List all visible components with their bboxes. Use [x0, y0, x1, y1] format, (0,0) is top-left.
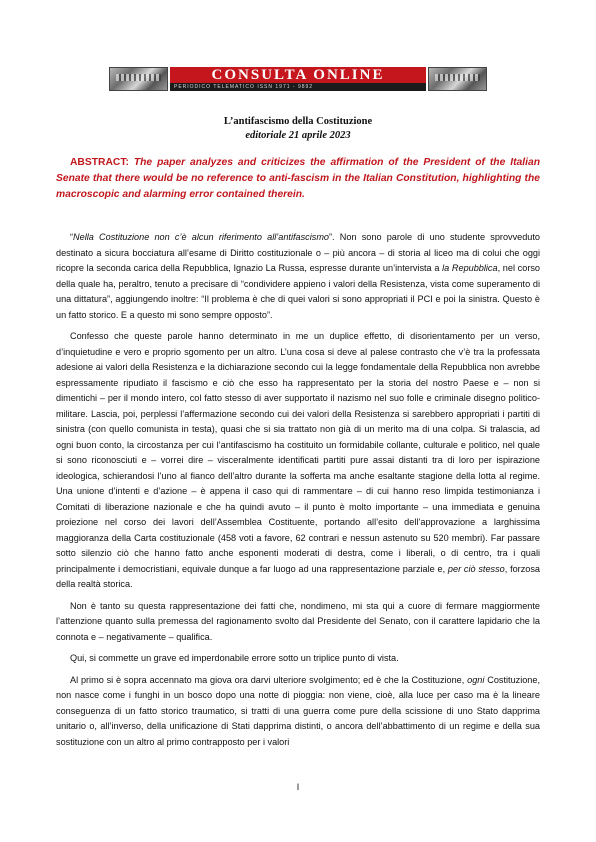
masthead-right-image: [428, 67, 487, 91]
masthead-title: CONSULTA ONLINE: [170, 67, 426, 83]
quote-italic: Nella Costituzione non c’è alcun riferimento all’antifascismo: [73, 232, 329, 242]
masthead-left-image: [109, 67, 168, 91]
abstract: [56, 155, 540, 203]
text-run: Costituzione, non nasce come i funghi in un bosco dopo una notte di pioggia: non viene, cioè, alla luce per caso ma è la lineare conseguenza di un fatto storico traumatico, si tratti di una guerra come pure della scissione di uno Stato dapprima unitario o, all’inverso, della unificazione di Stati dapprima distinti, o ancora dell’abbattimento di un regime e della sua sostituzione con un altro al primo contrapposto per i valori: [56, 674, 540, 747]
text-run: , forzosa della realtà storica.: [56, 563, 540, 589]
text-run: ”. Non sono parole di uno studente sprovveduto destinato a sicura bocciatura all’esame di Diritto costituzionale o – più ancora – di storia al liceo ma di colui che oggi ricopre la seconda carica della Repubblica, Ignazio La Russa, espresse durante un’intervista a: [56, 232, 540, 273]
text-run: Confesso che queste parole hanno determinato in me un duplice effetto, di disorientamento per un verso, d’inquietudine e vero e proprio sgomento per un altro. L’una cosa si deve al palese contrasto che v’è tra la professata adesione ai valori della Resistenza e la dichiarazione secondo cui la legge fondamentale della Repubblica non avrebbe espressamente ripudiato il fascismo e ciò che esso ha rappresentato per la storia del nostro Paese e – non si dimentichi – per il mondo intero, col fatto stesso di aver supportato il nazismo nel suo folle e criminale disegno politico-militare. Lascia, poi, perplessi l’affermazione secondo cui dei valori della Resistenza si sarebbero appropriati i partiti di sinistra (con quello comunista in testa), quasi che si sia trattato non già di un merito ma di una colpa. Si tralascia, ad ogni buon conto, la circostanza per cui l’antifascismo ha costituito un formidabile collante, culturale e politico, nel quale si sono riconosciuti e – vorrei dire – visceralmente identificati partiti pure assai distanti tra di loro per ispirazione ideologica, schierandosi l’uno al fianco dell’altro durante la sofferta ma anche esaltante stagione della lotta al regime. Una unione d’intenti e d’azione – è appena il caso qui di rammentare – di cui hanno reso limpida testimonianza i Comitati di liberazione nazionale e che ha quindi avuto – il punto è molto importante – una immediata e genuina proiezione nel corso dei lavori dell’Assemblea Costituente, portando all’esito dell’approvazione a larghissima maggioranza della Carta costituzionale (458 voti a favore, 62 contrari e nessun astenuto su 520 membri). Far passare sotto silenzio ciò che hanno fatto anche esponenti moderati di destra, come i liberali, o di centro, tra i quali principalmente i democristiani, equivale dunque a far luogo ad una rappresentazione parziale e,: [56, 331, 540, 574]
paragraph-5: [56, 673, 540, 751]
paragraph-2: [56, 329, 540, 593]
article-body: [56, 230, 540, 756]
masthead-issn: PERIODICO TELEMATICO ISSN 1971 - 9892: [174, 84, 314, 90]
page-number: I: [296, 782, 300, 792]
paragraph-4: Qui, si commette un grave ed imperdonabile errore sotto un triplice punto di vista.: [70, 653, 399, 663]
article-subtitle: editoriale 21 aprile 2023: [245, 130, 351, 141]
abstract-label: ABSTRACT:: [70, 157, 129, 168]
article-title: L’antifascismo della Costituzione: [223, 116, 373, 127]
paragraph-1: [56, 230, 540, 323]
paragraph-3: Non è tanto su questa rappresentazione dei fatti che, nondimeno, mi sta qui a cuore di fermare maggiormente l’attenzione quanto sulla premessa del ragionamento svolto dal Presidente del Senato, con il carattere lapidario che la connota e – negativamente – qualifica.: [56, 600, 540, 642]
newspaper-italic: la Repubblica: [442, 263, 498, 273]
text-run: Al primo si è sopra accennato ma giova ora darvi ulteriore svolgimento; ed è che la Costituzione,: [70, 674, 468, 685]
emphasis-italic: ogni: [467, 674, 485, 685]
masthead: [109, 67, 487, 91]
emphasis-italic: per ciò stesso: [447, 563, 505, 574]
text-run: , nel corso della quale ha, peraltro, tenuto a precisare di “condividere appieno i valori della Resistenza, vista come superamento di una dittatura”, aggiungendo inoltre: “Il problema è che di quei valori si sono appropriati il PCI e poi la sinistra. Questo è un fatto storico. E a questo mi sono sempre opposto”.: [56, 263, 541, 320]
abstract-text: The paper analyzes and criticizes the affirmation of the President of the Italian Senate that there would be no reference to anti-fascism in the Italian Constitution, highlighting the macroscopic and alarming error contained therein.: [56, 157, 540, 200]
masthead-banner: [170, 67, 426, 91]
text-run: “: [70, 232, 74, 242]
